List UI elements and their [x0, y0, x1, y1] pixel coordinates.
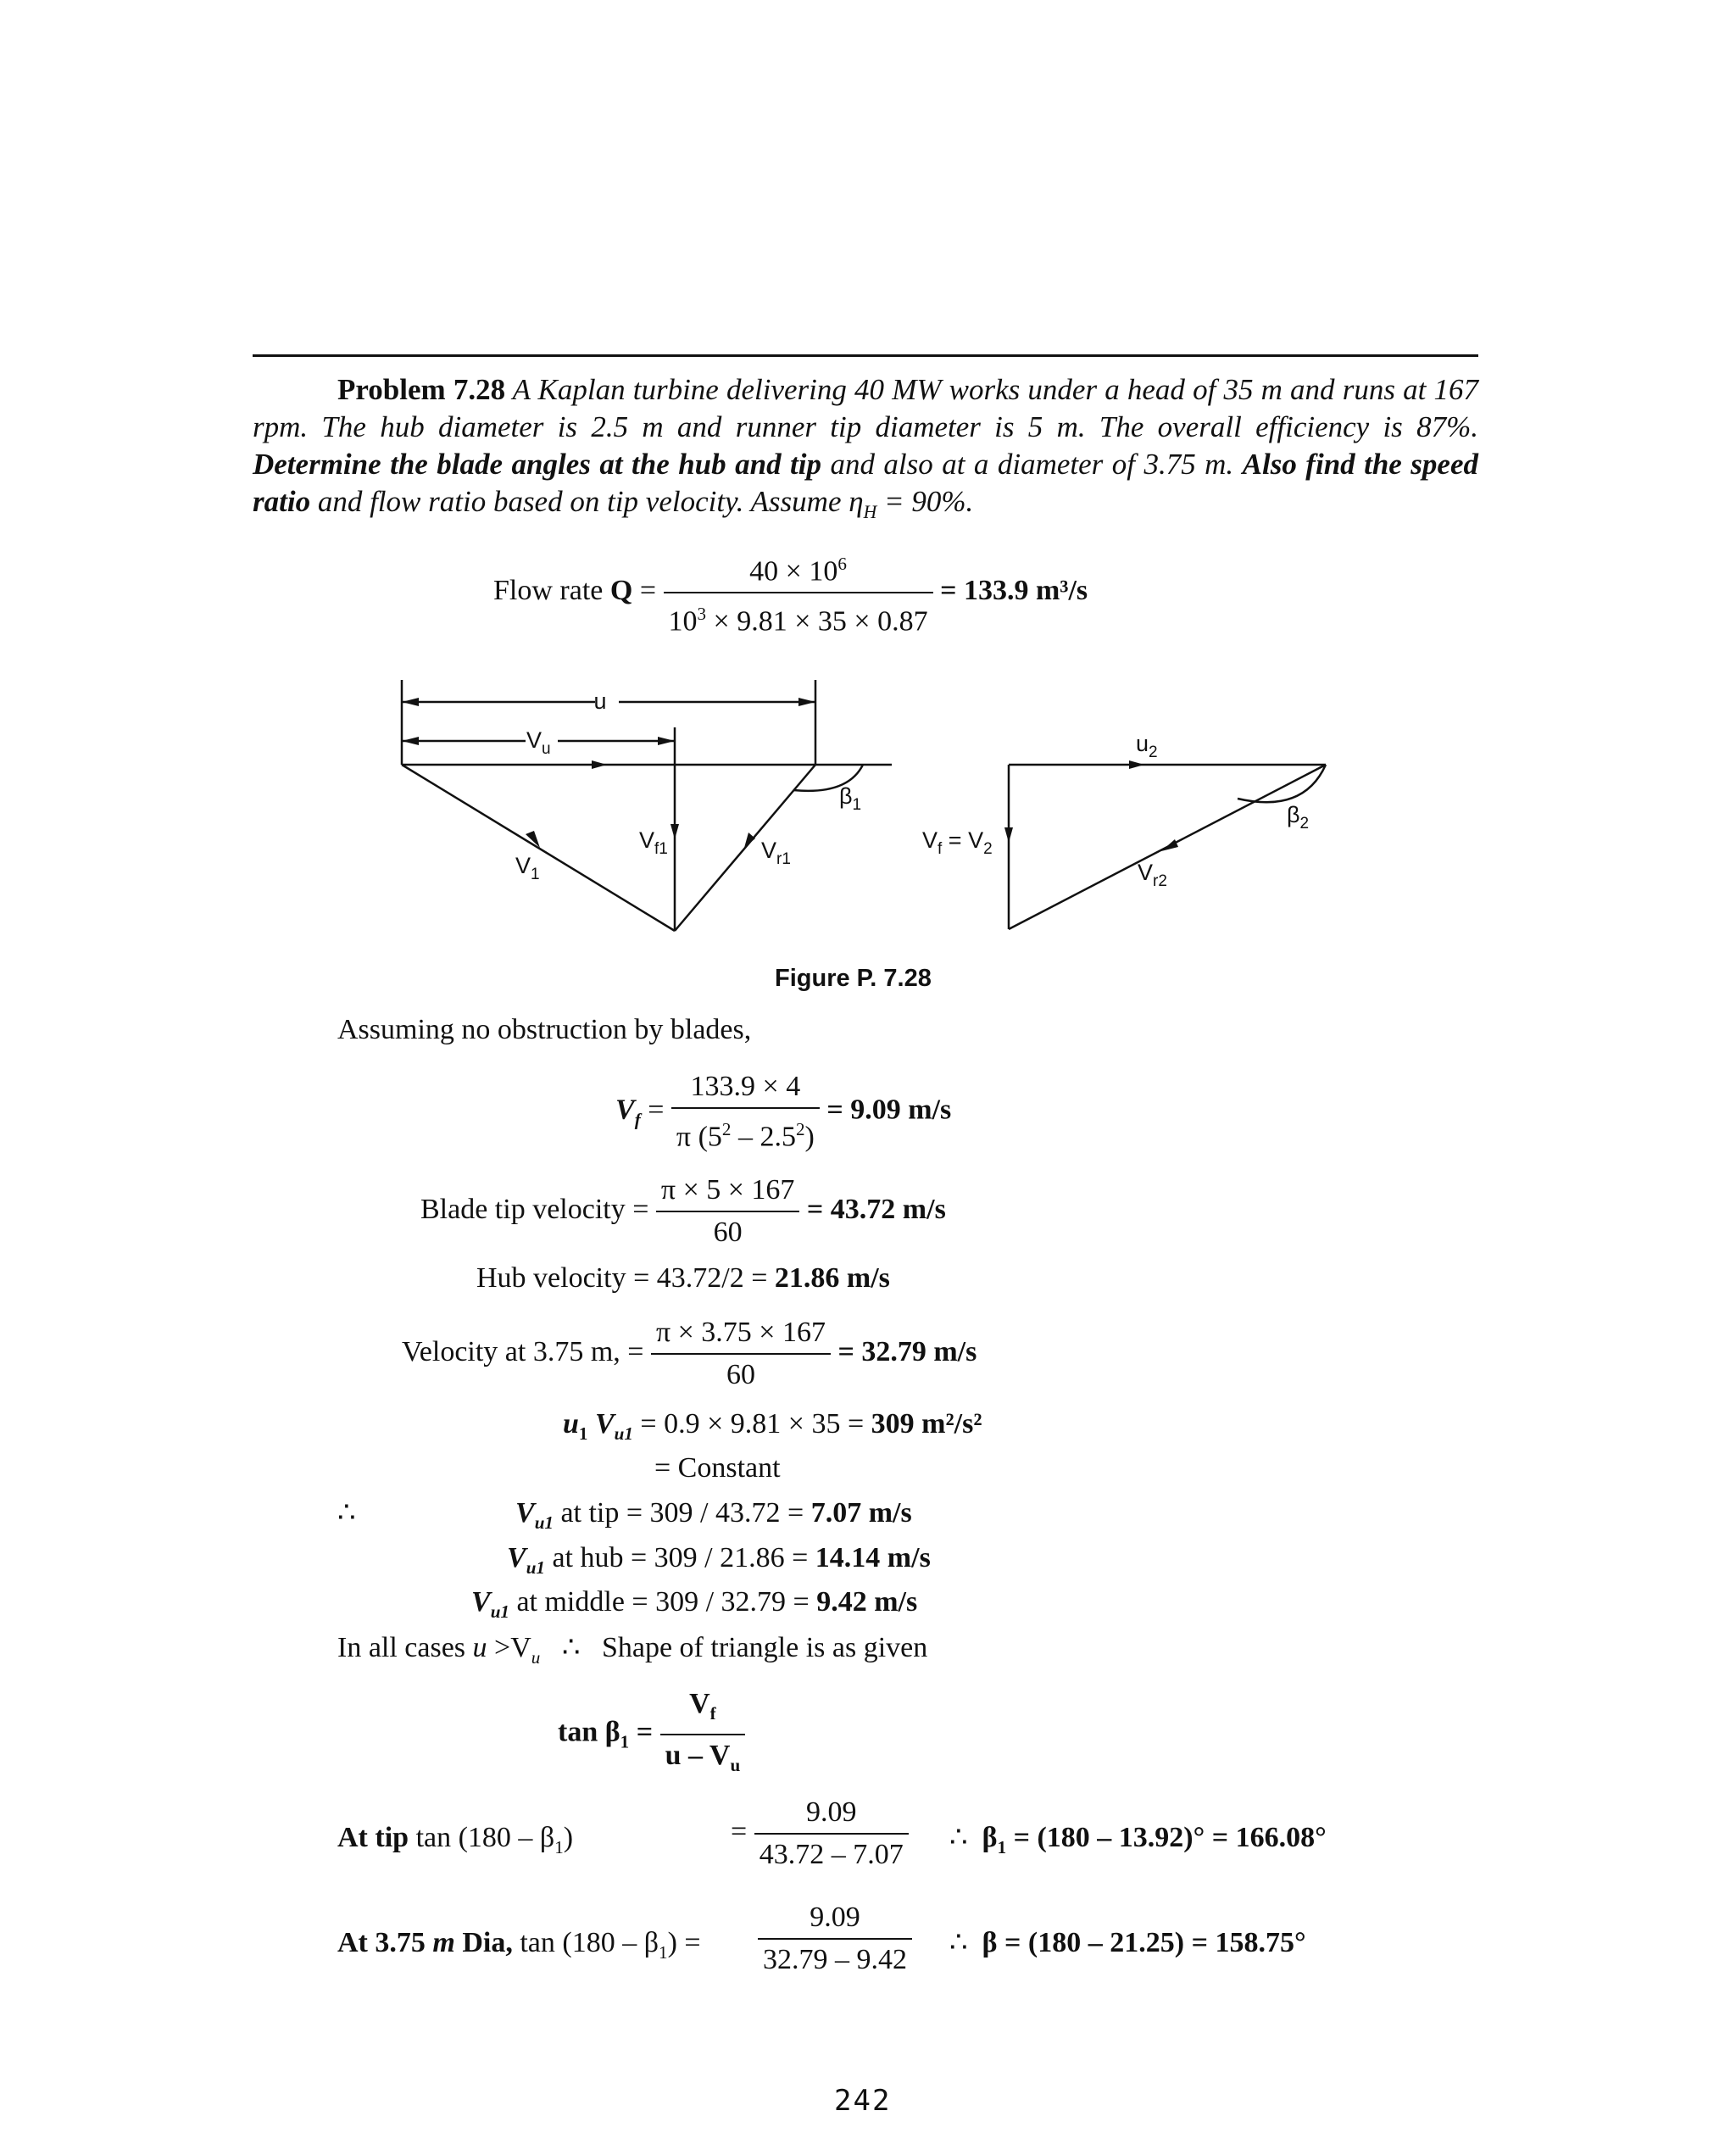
page-number: 242 [834, 2084, 892, 2118]
label-u: u [593, 688, 607, 714]
label-vr1: $V_{r1}$ [761, 838, 791, 868]
problem-label: Problem 7.28 [337, 373, 506, 406]
label-vr2: $V_{r2}$ [1138, 860, 1167, 890]
therefore-symbol: ∴ [337, 1497, 356, 1529]
hub-velocity-equation: Hub velocity = 43.72/2 = 21.86 m/s [476, 1262, 890, 1294]
figure-caption: Figure P. 7.28 [775, 965, 932, 992]
label-beta2: $\beta_2$ [1287, 802, 1310, 833]
problem-task-2: Also find the speed ratio [253, 448, 1478, 518]
vf-result: = 9.09 m/s [826, 1094, 952, 1126]
v1-line [402, 765, 675, 931]
label-vf-v2: $V_f = V_2$ [922, 827, 993, 858]
at-dia-label: At 3.75 m Dia, $\tan (180 - \beta_1)$ = [337, 1927, 701, 1963]
vu1-hub: $V_{u1}$ at hub = 309 / 21.86 = 14.14 m/s [507, 1542, 931, 1578]
vu1-middle: $V_{u1}$ at middle = 309 / 32.79 = 9.42 m/s [471, 1586, 918, 1622]
at-dia-answer: ∴ β = (180 – 21.25) = 158.75° [949, 1927, 1306, 1958]
mid-velocity-result: = 32.79 m/s [837, 1335, 977, 1367]
constant-text: = Constant [654, 1452, 781, 1484]
flow-result: = 133.9 m³/s [940, 575, 1088, 607]
label-u2: $u_2$ [1136, 731, 1158, 761]
flow-rate-equation: Flow rate Q = $\frac{40 \times 10^6}{10^3 \times 9.81 \times 35 \times 0.87}$ = 133.9 m³/s [493, 547, 1088, 639]
at-tip-answer: ∴ $\beta_1 = (180 - 13.92)^\circ = 166.08^\circ$ [949, 1822, 1327, 1857]
at-tip-label: At tip $\tan (180 - \beta_1)$ [337, 1822, 574, 1857]
work-result: 309 m²/s² [871, 1408, 982, 1440]
problem-statement: Problem 7.28 A Kaplan turbine delivering 40 MW works under a head of 35 m and runs at 167 rpm. The hub diameter is 2.5 m and runner tip diameter is 5 m. The overall efficiency is 87%. Determine the blade angles at the hub and tip and also at a diameter of 3.75 m. Also find the speed ratio and flow ratio based on tip velocity. Assume $\eta_H = 90\%$. [253, 373, 1478, 522]
problem-task-1: Determine the blade angles at the hub and tip [253, 448, 821, 481]
tan-beta-equation: $\tan \beta_1$ = $\frac{V_f}{u - V_u}$ [558, 1687, 745, 1782]
vu1-tip: $V_{u1}$ at tip = 309 / 43.72 = 7.07 m/s [515, 1497, 912, 1533]
label-vu: $V_u$ [526, 727, 551, 758]
tip-velocity-result: = 43.72 m/s [806, 1193, 946, 1225]
at-dia-fraction: $\frac{9.09}{32.79 - 9.42}$ [758, 1901, 912, 1977]
mid-velocity-equation: Velocity at 3.75 m, = $\frac{\pi \times 3.75 \times 167}{60}$ = 32.79 m/s [402, 1317, 977, 1390]
tip-velocity-equation: Blade tip velocity = $\frac{\pi \times 5 \times 167}{60}$ = 43.72 m/s [420, 1174, 946, 1248]
label-vf1: $V_{f1}$ [639, 827, 668, 858]
vf-equation: $V_f$ = $\frac{133.9 \times 4}{\pi (5^2 - 2.5^2)}$ = 9.09 m/s [615, 1071, 952, 1153]
label-v1: $V_1$ [515, 853, 540, 883]
hub-velocity-result: 21.86 m/s [774, 1262, 890, 1294]
beta2-arc [1238, 765, 1326, 802]
assumption-text: Assuming no obstruction by blades, [337, 1014, 752, 1045]
work-equation: $u_1$ $V_{u1} = 0.9 \times 9.81 \times 35 = 309$ m²/s² [563, 1408, 982, 1444]
label-beta1: $\beta_1$ [839, 783, 862, 814]
velocity-triangles-diagram [373, 670, 1390, 958]
cases-text: In all cases $u >V_u$ ∴ Shape of triangle is as given [337, 1632, 928, 1668]
header-rule [253, 354, 1478, 357]
at-tip-fraction: = $\frac{9.09}{43.72 - 7.07}$ [731, 1796, 909, 1872]
flow-fraction: $\frac{40 \times 10^6}{10^3 \times 9.81 \times 35 \times 0.87}$ [664, 547, 933, 639]
